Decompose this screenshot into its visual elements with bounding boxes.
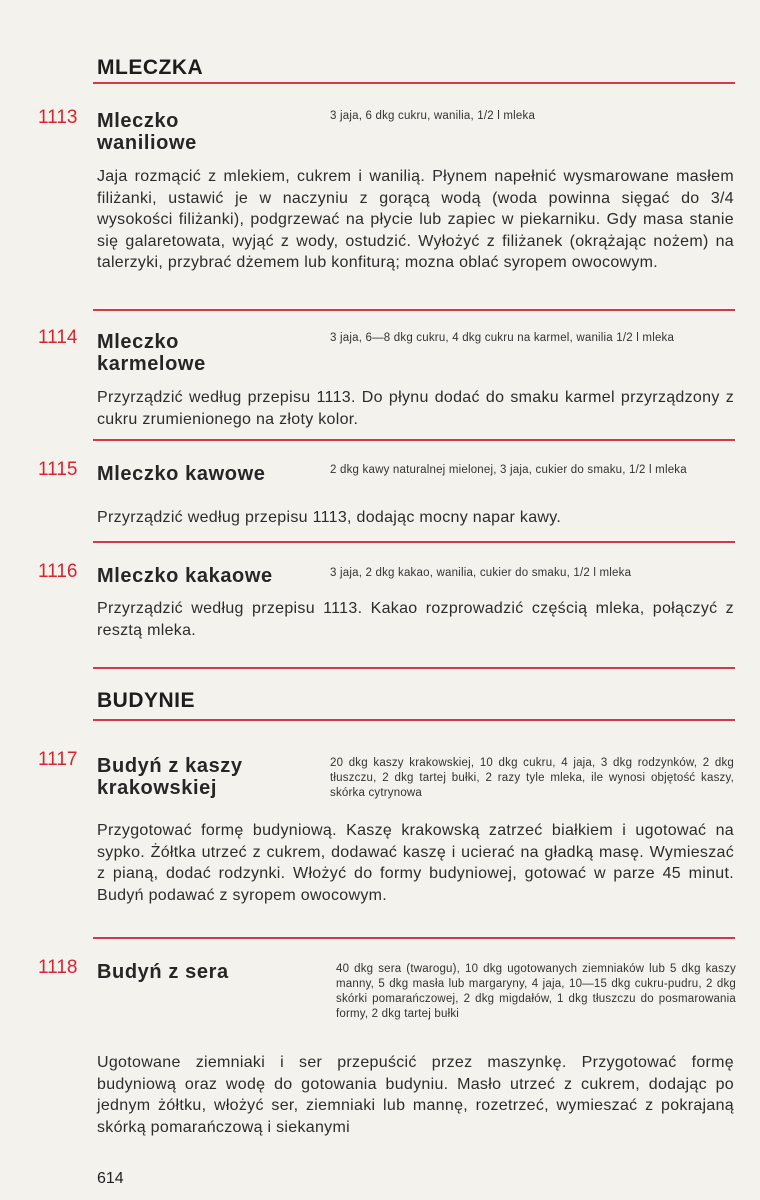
recipe-title-line: Budyń z kaszy: [97, 755, 243, 777]
recipe-number: 1117: [38, 749, 78, 770]
recipe-divider: [93, 937, 735, 939]
recipe-ingredients: 2 dkg kawy naturalnej mielonej, 3 jaja, cukier do smaku, 1/2 l mleka: [330, 464, 687, 476]
recipe-title: [97, 110, 197, 154]
section-end-rule: [93, 667, 735, 669]
recipe-title-line: karmelowe: [97, 353, 206, 375]
recipe-body: Jaja rozmącić z mlekiem, cukrem i wanilią. Płynem napełnić wysmarowane masłem filiżanki, ustawić je w naczyniu z gorącą wodą (woda powinna sięgać do 3/4 wysokości filiżanki), podgrzewać na płycie lub zapiec w piekarniku. Gdy masa stanie się galaretowata, wyjąć z wody, ostudzić. Wyłożyć z filiżanek (okrążając nożem) na talerzyki, przybrać dżemem lub konfiturą; mozna oblać syropem owocowym.: [97, 168, 734, 271]
recipe-title: Mleczko kakaowe: [97, 565, 273, 587]
recipe-ingredients: 20 dkg kaszy krakowskiej, 10 dkg cukru, 4 jaja, 3 dkg rodzynków, 2 dkg tłuszczu, 2 dkg tartej bułki, 2 razy tyle mleka, ile wynosi objętość kaszy, skórka cytrynowa: [330, 757, 734, 799]
recipe-title-line: krakowskiej: [97, 777, 218, 799]
recipe-title-line: Mleczko: [97, 331, 180, 353]
section-title-mleczka: MLECZKA: [97, 56, 204, 79]
section-rule: [93, 82, 735, 84]
recipe-body: Przygotować formę budyniową. Kaszę krakowską zatrzeć białkiem i ugotować na sypko. Żółtka utrzeć z cukrem, dodawać kaszę i ucierać na gładką masę. Wymieszać z pianą, dodać rodzynki. Włożyć do formy budyniowej, gotować w parze 45 minut. Budyń podawać z syropem owocowym.: [97, 822, 734, 904]
page-number: 614: [97, 1170, 124, 1187]
section-title-budynie: BUDYNIE: [97, 689, 196, 712]
recipe-body: Przyrządzić według przepisu 1113, dodając mocny napar kawy.: [97, 509, 562, 526]
recipe-ingredients: 40 dkg sera (twarogu), 10 dkg ugotowanych ziemniaków lub 5 dkg kaszy manny, 5 dkg masła lub margaryny, 4 jaja, 10—15 dkg cukru-pudru, 2 dkg skórki pomarańczowej, 2 dkg migdałów, 1 dkg tłuszczu do posmarowania formy, 2 dkg tartej bułki: [336, 963, 736, 1020]
recipe-ingredients: 3 jaja, 2 dkg kakao, wanilia, cukier do smaku, 1/2 l mleka: [330, 567, 632, 579]
recipe-divider: [93, 309, 735, 311]
recipe-number: 1115: [38, 459, 78, 480]
recipe-title-line: Mleczko: [97, 110, 180, 132]
recipe-body: Przyrządzić według przepisu 1113. Kakao rozprowadzić częścią mleka, połączyć z resztą mleka.: [97, 600, 734, 639]
recipe-body: Przyrządzić według przepisu 1113. Do płynu dodać do smaku karmel przyrządzony z cukru zrumienionego na złoty kolor.: [97, 389, 734, 428]
recipe-number: 1118: [38, 957, 78, 978]
recipe-number: 1113: [38, 107, 78, 128]
recipe-title: [97, 755, 243, 799]
recipe-title: Mleczko kawowe: [97, 463, 266, 485]
recipe-number: 1114: [38, 327, 78, 348]
recipe-body: Ugotowane ziemniaki i ser przepuścić przez maszynkę. Przygotować formę budyniową oraz wodę do gotowania budyniu. Masło utrzeć z cukrem, dodając po jednym żółtku, włożyć ser, ziemniaki lub mannę, rozetrzeć, wymieszać z pokrajaną skórką pomarańczową i siekanymi: [97, 1054, 734, 1136]
recipe-number: 1116: [38, 561, 78, 582]
recipe-ingredients: 3 jaja, 6 dkg cukru, wanilia, 1/2 l mleka: [330, 110, 536, 122]
recipe-ingredients: 3 jaja, 6—8 dkg cukru, 4 dkg cukru na karmel, wanilia 1/2 l mleka: [330, 332, 675, 344]
recipe-title-line: waniliowe: [97, 132, 197, 154]
recipe-title: [97, 331, 206, 375]
section-rule: [93, 719, 735, 721]
recipe-title: Budyń z sera: [97, 961, 229, 983]
recipe-divider: [93, 439, 735, 441]
recipe-divider: [93, 541, 735, 543]
